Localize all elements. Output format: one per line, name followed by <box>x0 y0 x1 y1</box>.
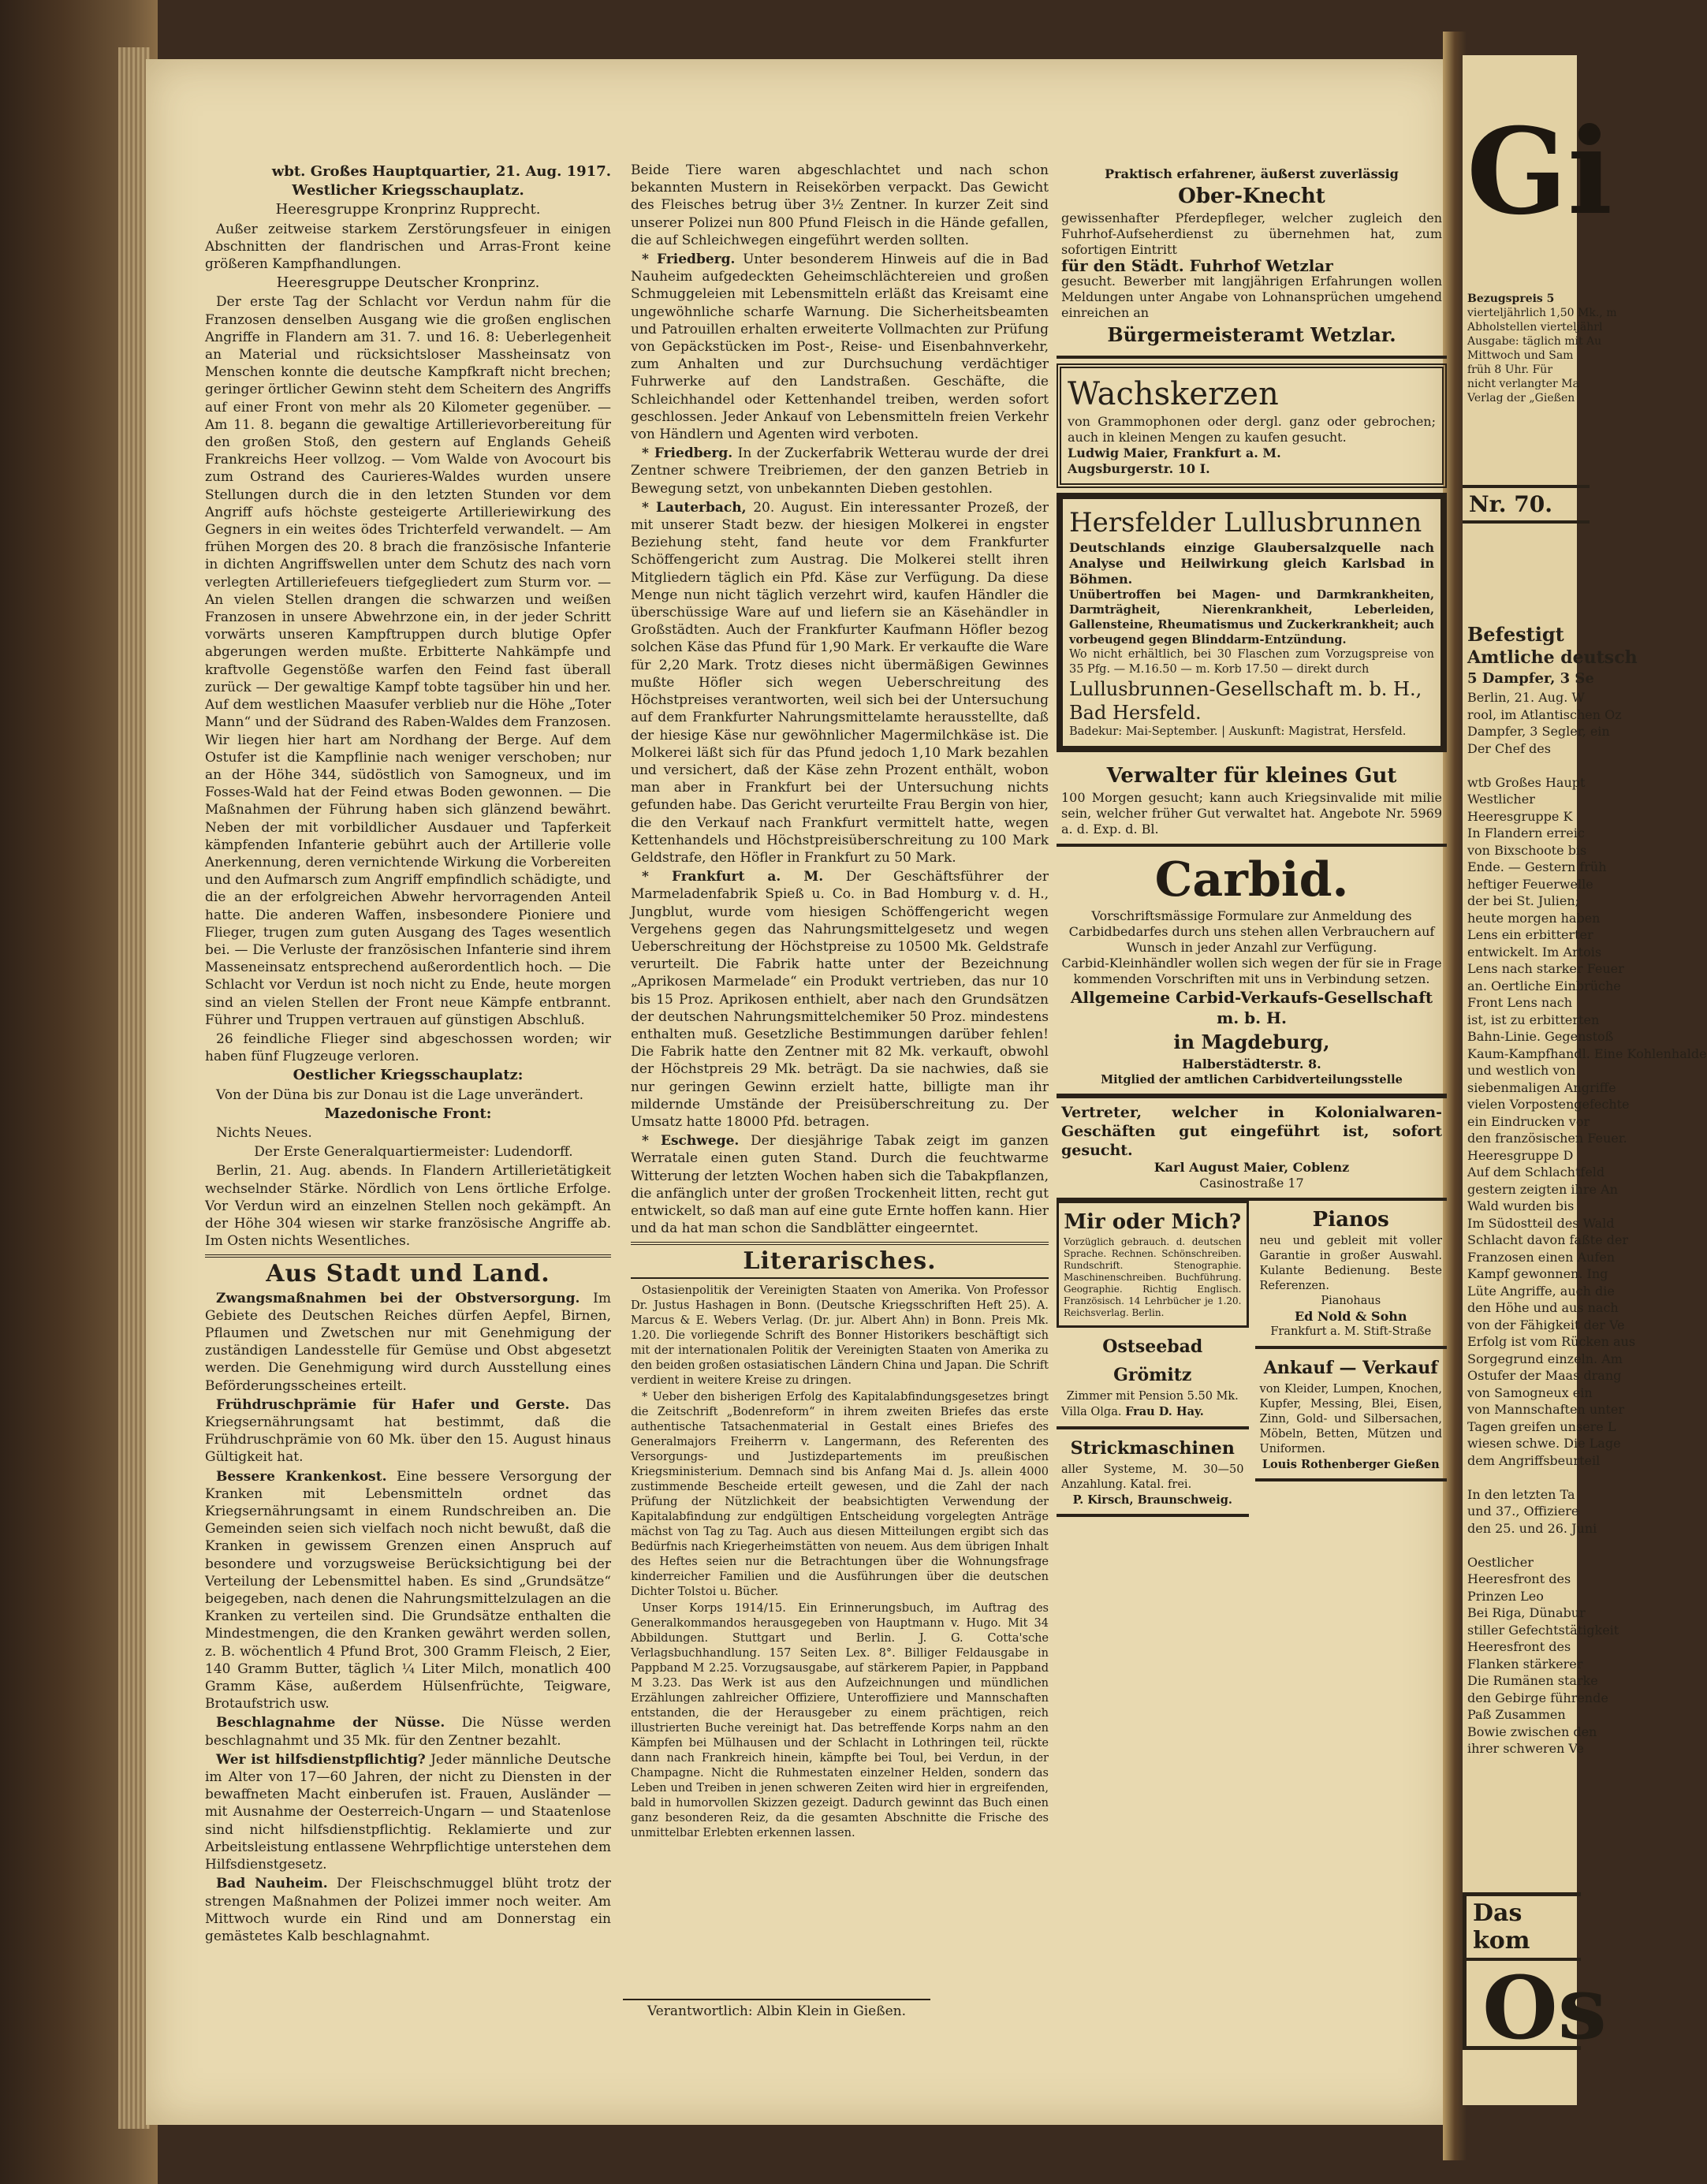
ad-title: Vertreter, welcher in Kolonialwaren-Geschäften gut eingeführt ist, sofort gesucht. <box>1061 1104 1442 1159</box>
item-heading: Wer ist hilfsdienstpflichtig? <box>216 1751 426 1768</box>
headline: Amtliche deutsch <box>1467 647 1638 668</box>
article-lines <box>1467 689 1707 1757</box>
article-line: Heeresgruppe D <box>1467 1147 1574 1163</box>
item-heading: * Friedberg. <box>642 252 736 268</box>
paragraph: Die Nüsse werden beschlagnahmt und 35 Mk. für den Zentner bezahlt. <box>205 1715 612 1749</box>
ad-text: 100 Morgen gesucht; kann auch Kriegsinvalide mit milie sein, welcher früher Gut verwaltet hat. Angebote Nr. 5969 a. d. Exp. d. Bl. <box>1061 790 1442 837</box>
section-heading: Aus Stadt und Land. <box>266 1260 550 1288</box>
next-page-strip <box>1463 55 1707 2105</box>
ad-sign: Ludwig Maier, Frankfurt a. M. <box>1068 445 1281 460</box>
paragraph: In der Zuckerfabrik Wetterau wurde der drei Zentner schwere Treibriemen, der den ganzen Betrieb in Bewegung setzt, von unbekannten Dieben gestohlen. <box>631 445 1049 497</box>
headline: Befestigt <box>1467 623 1564 646</box>
article-line: Erfolg ist vom Rücken aus <box>1467 1334 1636 1349</box>
article-line: und westlich von <box>1467 1063 1576 1078</box>
paragraph: Beide Tiere waren abgeschlachtet und nach schon bekannten Mustern in Reisekörben verpackt. Das Gewicht des Fleisches betrug über 3½ Zentner. In kurzer Zeit sind unserer Polizei nun 800 Pfund Fleisch in die Hände gefallen, die auf Schleichwegen eingeführt werden sollten. <box>631 162 1049 248</box>
article-line: ihrer schweren Ve <box>1467 1741 1584 1756</box>
article-line: Franzosen einen Aufen <box>1467 1249 1616 1265</box>
paragraph: 26 feindliche Flieger sind abgeschossen worden; wir haben fünf Flugzeuge verloren. <box>205 1031 611 1065</box>
box-big-text: Os <box>1482 1957 1607 2059</box>
info-line: Abholstellen vierteljährl <box>1467 321 1603 334</box>
article-line: heftiger Feuerwelle <box>1467 876 1593 892</box>
ad-title: Wachskerzen <box>1068 376 1279 412</box>
info-line: nicht verlangter Ma <box>1467 378 1579 390</box>
column-middle <box>631 162 1049 1995</box>
ad-text: Unübertroffen bei Magen- und Darmkrankheiten, Darmträgheit, Nierenkrankheit, Leberleiden, Gallensteine, Rheumatismus und Zuckerkrankheit; auch vorbeugend gegen Blinddarm-Entzündung. <box>1069 588 1434 647</box>
item-heading: Frühdruschprämie für Hafer und Gerste. <box>216 1396 570 1413</box>
article-line <box>1467 757 1578 774</box>
info-line: Verlag der „Gießen <box>1467 392 1575 404</box>
paragraph: Ostasienpolitik der Vereinigten Staaten von Amerika. Von Professor Dr. Justus Hashagen in Bonn. (Deutsche Kriegsschriften Heft 25). A. Marcus & E. Webers Verlag. (Dr. jur. Albert Ahn) in Bonn. Preis Mk. 1.20. Die vorliegende Schrift des Bonner Historikers beschäftigt sich mit der internationalen Politik der Vereinigten Staaten von Amerika zu den beiden großen ostasiatischen Ländern China und Japan. Die Schrift verdient in weitere Kreise zu dringen. <box>631 1284 1049 1387</box>
paragraph: Nichts Neues. <box>216 1124 312 1141</box>
ad-lullusbrunnen <box>1057 493 1447 752</box>
article-line: Bei Riga, Dünabur <box>1467 1605 1586 1620</box>
article-line: Dampfer, 3 Segler, ein <box>1467 724 1610 739</box>
article-line: Lens nach starker Feuer <box>1467 961 1624 976</box>
article-line: ein Eindrucken vor <box>1467 1113 1590 1129</box>
article-line: Ostufer der Maas drang <box>1467 1368 1622 1383</box>
ad-text: für den Städt. Fuhrhof Wetzlar <box>1061 256 1333 275</box>
box-fragment <box>1463 1892 1607 2059</box>
paragraph: Der Geschäftsführer der Marmeladenfabrik Spieß u. Co. in Bad Homburg v. d. H., Jungblut, wurde vom hiesigen Schöffengericht wegen Vergehens gegen das Nahrungsmittelgesetz und wegen Ueberschreitung der Höchstpreise zu 10500 Mk. Geldstrafe verurteilt. Die Fabrik hatte unter der Bezeichnung „Aprikosen Marmelade“ ein Produkt vertrieben, das nur 10 bis 15 Proz. Aprikosen enthielt, aber nach den Grundsätzen der deutschen Nahrungsmittelchemiker 50 Proz. mindestens enthalten muß. Gesetzliche Bestimmungen darüber fehlen! Die Fabrik hatte den Zentner mit 82 Mk. verkauft, obwohl der Höchstpreis 29 Mk. beträgt. Da sie nachwies, daß sie nur geringen Gewinn erzielt hatte, billigte man ihr mildernde Umstände der Preisüberschreitung zu. Der Umsatz hatte 18000 Pfd. betragen. <box>631 869 1049 1130</box>
masthead-fragment: Gi <box>1467 102 1613 241</box>
ad-row <box>1057 1201 1447 1517</box>
article-line: Prinzen Leo <box>1467 1588 1544 1604</box>
article-line: Kampf gewonnen. Ing <box>1467 1266 1608 1281</box>
column-left <box>205 162 611 2011</box>
ad-mir-oder-mich <box>1057 1201 1249 1328</box>
ad-text: Badekur: Mai-September. | Auskunft: Magistrat, Hersfeld. <box>1069 725 1407 738</box>
article-line: von Mannschaften unter <box>1467 1402 1624 1417</box>
ad-title: Pianos <box>1312 1208 1389 1232</box>
divider <box>631 1242 1049 1245</box>
article-line: Oestlicher <box>1467 1554 1534 1570</box>
article-line: der bei St. Julien; <box>1467 893 1580 908</box>
ad-ober-knecht <box>1057 162 1447 359</box>
item-heading: Bessere Krankenkost. <box>216 1468 387 1485</box>
ad-text: Wo nicht erhältlich, bei 30 Flaschen zum Vorzugspreise von 35 Pfg. — M.16.50 — m. Korb 17.50 — direkt durch <box>1069 648 1434 676</box>
paragraph: Der Fleischschmuggel blüht trotz der strengen Maßnahmen der Polizei immer noch weiter. Am Mittwoch wurde ein Rind und am Donnerstag ein gemästetes Kalb beschlagnahmt. <box>205 1876 611 1944</box>
article-line: wtb Großes Haupt <box>1467 774 1586 790</box>
ad-title: Carbid. <box>1154 852 1349 908</box>
paragraph: Berlin, 21. Aug. abends. In Flandern Artillerietätigkeit wechselnder Stärke. Nördlich von Lens örtliche Erfolge. Vor Verdun wird an einzelnen Stellen noch gekämpft. An der Höhe 304 wiesen wir starke französische Angriffe ab. Im Osten nichts Wesentliches. <box>205 1163 611 1250</box>
article-line: den Gebirge führende <box>1467 1690 1608 1705</box>
ad-carbid <box>1057 847 1447 1098</box>
item-heading: * Friedberg. <box>642 445 733 462</box>
section-heading: Literarisches. <box>743 1247 937 1276</box>
article-line: von der Fähigkeit der Ve <box>1467 1317 1625 1332</box>
article-line: rool, im Atlantischen Oz <box>1467 706 1622 722</box>
paragraph: Unser Korps 1914/15. Ein Erinnerungsbuch, im Auftrag des Generalkommandos herausgegeben von Hauptmann v. Hugo. Mit 34 Abbildungen. Stuttgart und Berlin. J. G. Cotta'sche Verlagsbuchhandlung. 157 Seiten Lex. 8°. Billiger Feldausgabe in Pappband M 2.25. Vorzugsausgabe, auf stärkerem Papier, in Pappband M 3.23. Das Werk ist aus den Aufzeichnungen und mündlichen Erzählungen zahlreicher Offiziere, Unteroffiziere und Mannschaften entstanden, die der Herausgeber zu einem prächtigen, reich illustrierten Buche vereinigt hat. Das betreffende Korps nahm an den Kämpfen bei Mülhausen und der Schlacht in Lothringen teil, rückte dann nach Frankreich hinein, kämpfte bei Toul, bei Verdun, in der Champagne. Nicht die Ruhmestaten einzelner Helden, sondern das Leben und Treiben in jenen schweren Zeiten wird hier in ergreifenden, bald in humorvollen Skizzen gezeigt. Dadurch gewinnt das Buch einen ganz besonderen Reiz, da die gesamten Abschnitte die Frische des unmittelbar Erlebten erkennen lassen. <box>631 1601 1049 1839</box>
info-line: Bezugspreis 5 <box>1467 293 1555 305</box>
ad-text: Zimmer mit Pension 5.50 Mk. <box>1066 1390 1239 1403</box>
article-line: Im Südostteil des Wald <box>1467 1215 1615 1231</box>
ad-text: von Grammophonen oder dergl. ganz oder gebrochen; auch in kleinen Mengen zu kaufen gesucht. <box>1068 414 1436 445</box>
ad-strickmaschinen <box>1057 1429 1249 1517</box>
item-heading: * Eschwege. <box>642 1133 740 1150</box>
subhead: Westlicher Kriegsschauplatz. <box>292 182 524 199</box>
ad-vertreter <box>1057 1098 1447 1201</box>
article-line: Front Lens nach <box>1467 995 1573 1010</box>
info-line: vierteljährlich 1,50 Mk., m <box>1467 307 1617 319</box>
paragraph: Im Gebiete des Deutschen Reiches dürfen Aepfel, Birnen, Pflaumen und Zwetschen nur mit Genehmigung der zuständigen Landesstelle für Gemüse und Obst abgesetzt werden. Die Genehmigung wird durch Ausstellung eines Beförderungsscheines erteilt. <box>205 1290 611 1394</box>
paragraph: * Ueber den bisherigen Erfolg des Kapitalabfindungsgesetzes bringt die Zeitschrift „Bodenreform“ in ihrem zweiten Briefes das erste authentische Tatsachenmaterial in Gestalt eines Briefes des Generalmajors Freiherrn v. Langermann, des Referenten des Versorgungs- und Justizdepartements im preußischen Kriegsministerium. Demnach sind bis Anfang Mai d. Js. allein 4000 zustimmende Bescheide erteilt gewesen, und die Zahl der nach Prüfung der Nützlichkeit der beabsichtigten Verwendung der Kapitalabfindung zur endgültigen Entscheidung vorgelegten Anträge mächst von Tag zu Tag. Auch aus diesen Mitteilungen ergibt sich das Bedürfnis nach Kriegerheimstätten von neuem. Aus dem übrigen Inhalt des Heftes seien nur die Betrachtungen über die Wohnungsfrage kinderreicher Familien und die Ausführungen über die deutschen Dichter Tolstoi u. Bücher. <box>631 1390 1049 1598</box>
ad-sign: Allgemeine Carbid-Verkaufs-Gesellschaft m. b. H. <box>1070 988 1433 1027</box>
article-line: an. Oertliche Einbrüche <box>1467 978 1621 993</box>
info-line: früh 8 Uhr. Für <box>1467 363 1553 376</box>
divider <box>631 1277 1049 1279</box>
ad-text: Carbid-Kleinhändler wollen sich wegen der für sie in Frage kommenden Vorschriften mit uns in Verbindung setzen. <box>1061 956 1442 986</box>
ad-sign: Karl August Maier, Coblenz <box>1154 1160 1350 1175</box>
article-line <box>1467 1537 1578 1554</box>
paragraph: Eine bessere Versorgung der Kranken mit Lebensmitteln ordnet das Kriegsernährungsamt in einem Rundschreiben an. Die Gemeinden seien sich vielfach noch nicht bewußt, daß die Kranken in gewissem Grenzen einen Anspruch auf besondere und vorzugsweise Berücksichtigung bei der Verteilung der Lebensmittel haben. Es sind „Grundsätze“ beigegeben, nach denen die Nahrungsmittelzulagen an die Kranken zu verteilen sind. Die Grundsätze enthalten die Mindestmengen, die den Kranken gewährt werden sollen, z. B. wöchentlich 4 Pfund Brot, 300 Gramm Fleisch, 2 Eier, 140 Gramm Butter, täglich ¼ Liter Milch, monatlich 400 Gramm Käse, außerdem Hülsenfrüchte, Teigware, Brotaufstrich usw. <box>205 1468 611 1713</box>
box-heading: Das kom <box>1467 1896 1581 1961</box>
subhead: Heeresgruppe Deutscher Kronprinz. <box>276 274 540 292</box>
masthead-info <box>1467 292 1617 405</box>
article-line: Berlin, 21. Aug. W <box>1467 690 1585 705</box>
article-line: vielen Vorpostengefechte <box>1467 1097 1630 1112</box>
issue-number: Nr. 70. <box>1463 485 1590 524</box>
ad-text: Mitglied der amtlichen Carbidverteilungsstelle <box>1101 1073 1403 1086</box>
ad-text: Vorschriftsmässige Formulare zur Anmeldung des Carbidbedarfes durch uns stehen allen Verbrauchern auf Wunsch in jeder Anzahl zur Verfügung. <box>1068 908 1435 955</box>
headline: 5 Dampfer, 3 Se <box>1467 670 1594 687</box>
ad-title: Ober-Knecht <box>1178 184 1325 208</box>
ad-sign: Louis Rothenberger Gießen <box>1262 1458 1440 1471</box>
article-line: den Höhe und aus nach <box>1467 1300 1619 1315</box>
ad-text: aller Systeme, M. 30—50 Anzahlung. Katal. frei. <box>1061 1463 1244 1491</box>
article-line: und 37., Offiziere <box>1467 1504 1579 1519</box>
ad-sign: Lullusbrunnen-Gesellschaft m. b. H., <box>1069 678 1422 700</box>
article-line: Die Rumänen starke <box>1467 1673 1598 1688</box>
article-line: den französischen Feuer. <box>1467 1131 1627 1146</box>
ad-ankauf <box>1255 1349 1448 1481</box>
article-line: gestern zeigten ihre An <box>1467 1181 1618 1197</box>
article-line: In den letzten Ta <box>1467 1486 1575 1502</box>
article-line: Paß Zusammen <box>1467 1707 1566 1722</box>
article-line: Heeresfront des <box>1467 1571 1571 1586</box>
ad-address: Augsburgerstr. 10 I. <box>1068 461 1210 476</box>
subhead: Oestlicher Kriegsschauplatz: <box>293 1067 524 1084</box>
article-line: stiller Gefechtstätigkeit <box>1467 1622 1619 1638</box>
article-line: Heeresgruppe K <box>1467 808 1573 824</box>
article-line: Sorgegrund einzeln. Am <box>1467 1351 1623 1366</box>
article-line: Heeresfront des <box>1467 1639 1571 1654</box>
paragraph: Unter besonderem Hinweis auf die in Bad Nauheim aufgedeckten Geheimschlächtereien und großen Schmuggeleien mit Lebensmitteln erläßt das Kreisamt eine ungewöhnliche scharfe Warnung. Die Sicherheitsbeamten und Patrouillen erhalten erweiterte Vollmachten zur Prüfung von Gepäckstücken im Post-, Reise- und Eisenbahnverkehr, zum Anhalten und zur Durchsuchung verdächtiger Fuhrwerke auf den Landstraßen. Geschäfte, die Schleichhandel oder Kettenhandel treiben, werden sofort geschlossen. Jeder Ankauf von Lebensmitteln freien Verkehr von Händlern und Agenten wird verboten. <box>631 252 1049 443</box>
editor-credit: Verantwortlich: Albin Klein in Gießen. <box>623 1999 930 2019</box>
article-fragment <box>1467 623 1707 1757</box>
article-line: Flanken stärkerer <box>1467 1656 1583 1672</box>
ad-pianos <box>1255 1201 1448 1349</box>
ad-text: Deutschlands einzige Glaubersalzquelle nach Analyse und Heilwirkung gleich Karlsbad in Böhmen. <box>1069 540 1434 587</box>
article-line: ist, ist zu erbitterten <box>1467 1012 1600 1027</box>
article-line: Bowie zwischen den <box>1467 1724 1597 1739</box>
ad-sign: Ed Nold & Sohn <box>1294 1309 1407 1324</box>
paragraph: Von der Düna bis zur Donau ist die Lage unverändert. <box>216 1086 584 1103</box>
item-heading: * Lauterbach, <box>642 499 747 516</box>
ad-sign: P. Kirsch, Braunschweig. <box>1072 1493 1232 1507</box>
subhead: Mazedonische Front: <box>324 1105 492 1122</box>
paragraph: Außer zeitweise starkem Zerstörungsfeuer in einigen Abschnitten der flandrischen und Arras-Front keine größeren Kampfhandlungen. <box>205 221 611 273</box>
dateline: wbt. Großes Hauptquartier, 21. Aug. 1917. <box>271 163 611 180</box>
ad-title: Mir oder Mich? <box>1064 1210 1242 1234</box>
article-line: In Flandern erreic <box>1467 826 1585 840</box>
article-line: entwickelt. Im Artois <box>1467 944 1602 960</box>
ad-address: Casinostraße 17 <box>1199 1176 1304 1191</box>
ad-place: Bad Hersfeld. <box>1069 702 1202 724</box>
item-heading: Zwangsmaßnahmen bei der Obstversorgung. <box>216 1290 580 1306</box>
ad-verwalter <box>1057 757 1447 847</box>
ad-title: Ankauf — Verkauf <box>1263 1358 1438 1378</box>
ad-groemitz <box>1057 1328 1249 1429</box>
ad-text: Pianohaus <box>1321 1295 1381 1307</box>
ad-column-right <box>1255 1201 1448 1517</box>
article-line: wiesen schwe. Die Lage <box>1467 1436 1621 1451</box>
divider <box>205 1254 611 1258</box>
ad-address: Frankfurt a. M. Stift-Straße <box>1270 1325 1432 1338</box>
article-line: Wald wurden bis <box>1467 1198 1575 1213</box>
ad-text: Praktisch erfahrener, äußerst zuverlässig <box>1105 166 1399 181</box>
article-line: Westlicher <box>1467 792 1535 807</box>
article-line: Auf dem Schlachtfeld <box>1467 1165 1605 1180</box>
ad-sign: Frau D. Hay. <box>1125 1405 1204 1418</box>
info-line: Mittwoch und Sam <box>1467 349 1574 362</box>
paragraph: Der Erste Generalquartiermeister: Ludendorff. <box>254 1144 573 1161</box>
ad-text: Vorzüglich gebrauch. d. deutschen Sprache. Rechnen. Schönschreiben. Rundschrift. Stenographie. Maschinenschreiben. Buchführung. Geographie. Richtig Englisch. Französisch. 14 Lehrbücher je 1.20. Reichsverlag. Berlin. <box>1064 1236 1242 1318</box>
article-line: Lens ein erbitterter <box>1467 927 1593 942</box>
article-line: Der Chef des <box>1467 740 1551 756</box>
item-heading: Beschlagnahme der Nüsse. <box>216 1715 445 1731</box>
paragraph: 20. August. Ein interessanter Prozeß, der mit unserer Stadt bezw. der hiesigen Molkerei in engster Beziehung steht, fand heute vor dem Frankfurter Schöffengericht zum Austrag. Die Molkerei stellt ihren Mitgliedern täglich ein Pfd. Käse zur Verfügung. Da diese Menge nun nicht täglich verzehrt wird, kaufen Händler die überschüssige Ware auf und liefern sie an Käsehändler in Großstädten. Auch der Frankfurter Kaufmann Höfler bezog solchen Käse das Pfund für 1,90 Mark. Er verkaufte die Ware für 2,20 Mark. Trotz dieses nicht übermäßigen Gewinnes mußte Höfler sich wegen Ueberschreitung des Höchstpreises verantworten, weil sich bei der Untersuchung auf dem Frankfurter Nahrungsmittelamte herausstellte, daß der hiesige Käse nur gewöhnlicher Magermilchkäse ist. Die Molkerei läßt sich für das Pfund jedoch 1,10 Mark bezahlen und versichert, daß der Käse zehn Prozent enthält, wobon man aber in Frankfurt bei der Untersuchung nichts gefunden habe. Das Gericht verurteilte Frau Bergin von hier, die den Verkauf nach Frankfurt vermittelt hatte, wegen Kettenhandels und Höchstpreisüberschreitung zu 100 Mark Geldstrafe, den Höfler in Frankfurt zu 50 Mark. <box>631 499 1049 866</box>
ad-title: Verwalter für kleines Gut <box>1106 764 1397 788</box>
ad-title: Hersfelder Lullusbrunnen <box>1069 507 1422 539</box>
ad-text: von Kleider, Lumpen, Knochen, Kupfer, Messing, Blei, Eisen, Zinn, Gold- und Silbersachen, Möbeln, Betten, Mützen und Uniformen. <box>1259 1383 1442 1455</box>
item-heading: Bad Nauheim. <box>216 1876 328 1892</box>
ad-title: Strickmaschinen <box>1070 1438 1235 1459</box>
article-line <box>1467 1469 1578 1486</box>
article-line: den 25. und 26. Juni <box>1467 1520 1597 1536</box>
article-line: Kaum-Kampfhandl. Eine Kohlenhalde <box>1467 1045 1707 1061</box>
paragraph: Der erste Tag der Schlacht vor Verdun nahm für die Franzosen denselben Ausgang wie die großen englischen Angriffe in Flandern am 31. 7. und 16. 8: Ueberlegenheit an Material und rücksichtsloser Massheinsatz von Menschen konnte die deutsche Kampfkraft nicht brechen; geringer örtlicher Gewinn steht dem Scheitern des Angriffs auf einer Front von mehr als 20 Kilometer gegenüber. — Am 11. 8. begann die gewaltige Artillerievorbereitung für den großen Stoß, den gestern auf Englands Geheiß Frankreichs Heer vollzog. — Vom Walde von Avocourt bis zum Ostrand des Caurieres-Waldes wurden unsere Stellungen durch die in den letzten Stunden vor dem Angriff aufs höchste gesteigerte Artilleriewirkung des Gegners in ein weites ödes Trichterfeld verwandelt. — Am frühen Morgen des 20. 8 brach die französische Infanterie in dichten Angriffswellen unter dem Schutz des nach vorn verlegten Artilleriefeuers tiefgegliedert zum Sturm vor. — An vielen Stellen drangen die schwarzen und weißen Franzosen in unsere Abwehrzone ein, in der jeder Schritt vorwärts unseren Kampftruppen durch blutige Opfer abgerungen werden mußte. Erbitterte Nahkämpfe und kraftvolle Gegenstöße warfen den Feind fast überall zurück — Der gewaltige Kampf tobte tagsüber hin und her. Auf dem westlichen Maasufer verblieb nur die Höhe „Toter Mann“ und der Südrand des Raben-Waldes dem Franzosen. Wir liegen hier hart am Nordhang der Berge. Auf dem Ostufer ist die Kampflinie nach weniger verschoben; nur an der Höhe 344, südöstlich von Samogneux, und im Fosses-Wald hat der Feind etwas Boden gewonnen. — Die Maßnahmen der Führung haben sich glänzend bewährt. Neben der mit vorbildlicher Ausdauer und Tapferkeit kämpfenden Infanterie gebührt auch der Artillerie volle Anerkennung, deren vernichtende Wirkung die Vorbereiten und den Aufmarsch zum Angriff empfindlich schädigte, und die an der erfolgreichen Abwehr hervorragenden Anteil hatte. Die anderen Waffen, insbesondere Pioniere und Flieger, trugen zum guten Ausgang des Tages wesentlich bei. — Die Verluste der französischen Infanterie sind ihrem Masseneinsatz entsprechend außerordentlich hoch. — Die Schlacht vor Verdun ist noch nicht zu Ende, heute morgen sind an vielen Stellen der Front neue Kämpfe entbrannt. Führer und Truppen vertrauen auf günstigen Abschluß. <box>205 294 611 1028</box>
ad-sign: Bürgermeisteramt Wetzlar. <box>1107 323 1396 346</box>
ad-text: gesucht. Bewerber mit langjährigen Erfahrungen wollen Meldungen unter Angabe von Lohnansprüchen umgehend einreichen an <box>1061 274 1442 320</box>
article-line: Bahn-Linie. Gegenstoß <box>1467 1029 1614 1044</box>
page-stack <box>118 47 150 2129</box>
item-heading: * Frankfurt a. M. <box>642 869 824 885</box>
ad-place: in Magdeburg, <box>1173 1031 1330 1053</box>
article-line: siebenmaligen Angriffe <box>1467 1079 1616 1095</box>
subhead: Heeresgruppe Kronprinz Rupprecht. <box>275 201 541 218</box>
paragraph: Das Kriegsernährungsamt hat bestimmt, daß die Frühdruschprämie von 60 Mk. über den 15. August hinaus Gültigkeit hat. <box>205 1396 611 1466</box>
ad-column-left <box>1057 1201 1249 1517</box>
ad-wachskerzen <box>1057 363 1447 488</box>
ad-title: Ostseebad Grömitz <box>1102 1336 1203 1385</box>
column-ads <box>1057 162 1447 2046</box>
article-line: dem Angriffsbeurteil <box>1467 1452 1601 1468</box>
article-line: von Samogneux ein <box>1467 1385 1593 1400</box>
article-line: heute morgen haben <box>1467 910 1601 926</box>
ad-address: Halberstädterstr. 8. <box>1182 1057 1321 1072</box>
article-line: Schlacht davon faßte der <box>1467 1232 1628 1247</box>
paragraph: Der diesjährige Tabak zeigt im ganzen Werratale einen guten Stand. Durch die feuchtwarme Witterung der letzten Wochen haben sich die Tabakpflanzen, die anfänglich unter der großen Trockenheit litten, recht gut entwickelt, so daß man auf eine gute Ernte hoffen kann. Hier und da hat man schon die Sandblätter eingeerntet. <box>631 1133 1049 1237</box>
article-line: von Bixschoote bis <box>1467 842 1587 858</box>
ad-text: Villa Olga. <box>1061 1406 1122 1418</box>
article-line: Tagen greifen unsere L <box>1467 1418 1616 1434</box>
article-line: Ende. — Gestern früh <box>1467 859 1607 874</box>
ad-text: gewissenhafter Pferdepfleger, welcher zugleich den Fuhrhof-Aufseherdienst zu übernehmen hat, zum sofortigen Eintritt <box>1061 211 1442 257</box>
ad-text: neu und gebleit mit voller Garantie in großer Auswahl. Kulante Bedienung. Beste Referenzen. <box>1259 1235 1442 1292</box>
paragraph: Jeder männliche Deutsche im Alter von 17—60 Jahren, der nicht zu Diensten in der bewaffneten Macht einberufen ist. Frauen, Ausländer — mit Ausnahme der Oesterreich-Ungarn — und Staatenlose sind nicht hilfsdienstpflichtig. Reklamierte und zur Arbeitsleistung entlassene Wehrpflichtige unterstehen dem Hilfsdienstgesetz. <box>205 1751 611 1873</box>
info-line: Ausgabe: täglich mit Au <box>1467 335 1602 348</box>
article-line: Lüte Angriffe, auch die <box>1467 1283 1615 1299</box>
